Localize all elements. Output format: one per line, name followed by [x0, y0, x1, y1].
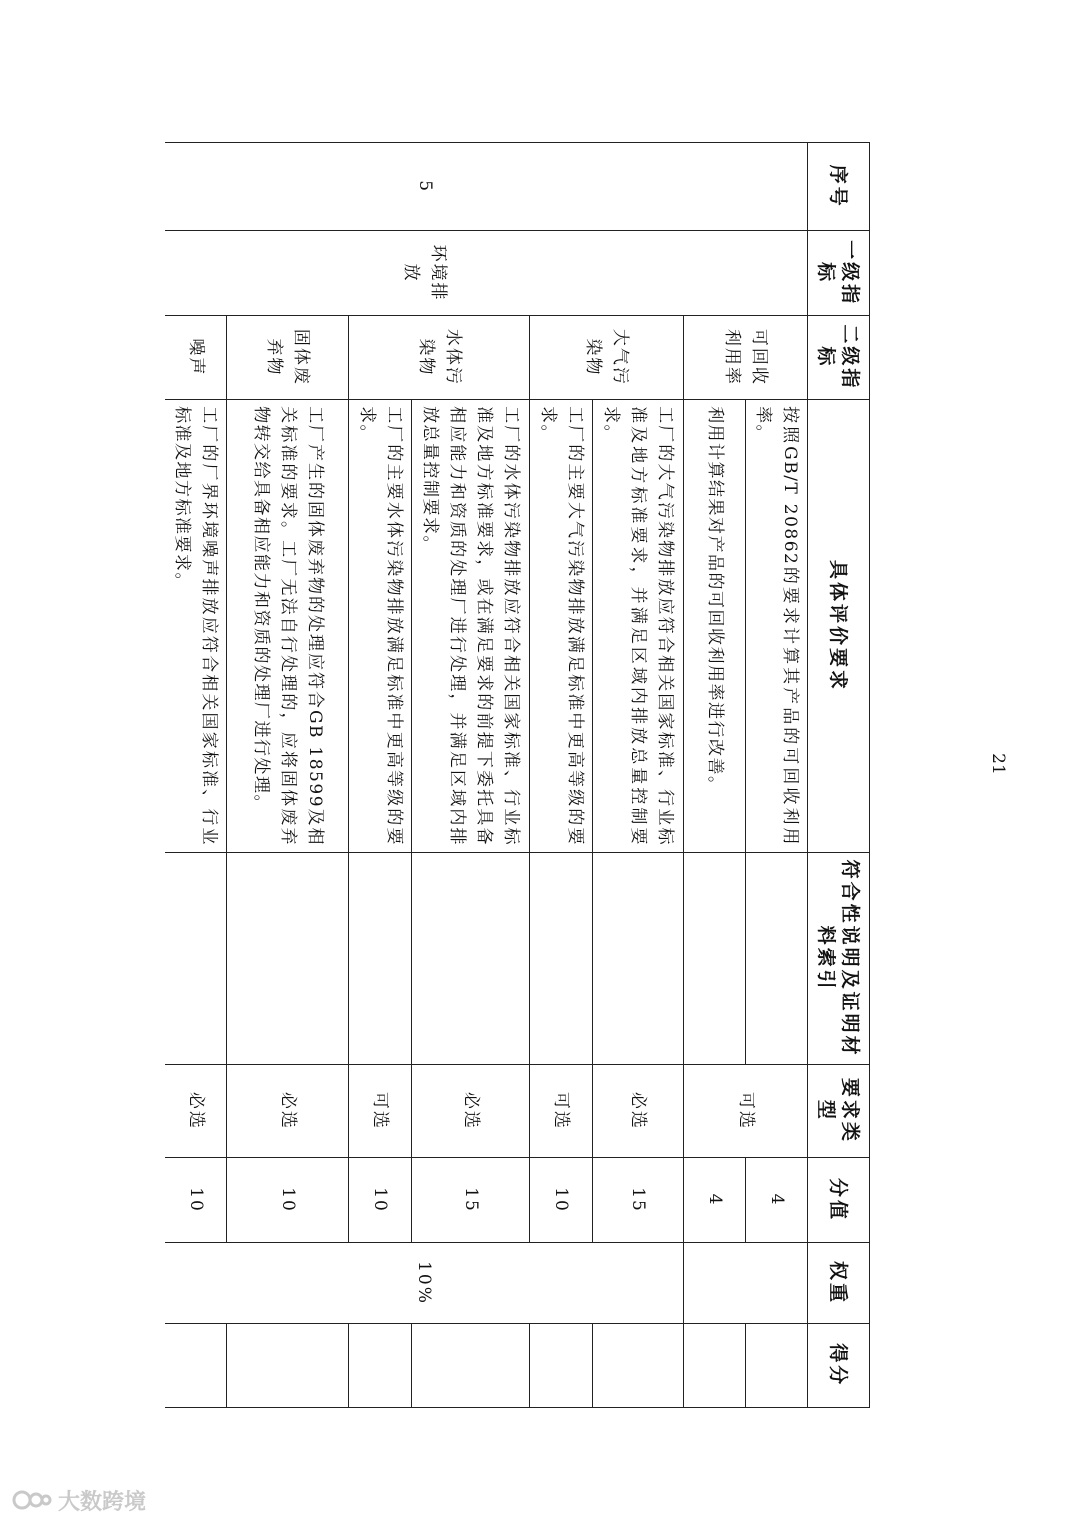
score-value-cell: 10	[349, 1157, 412, 1243]
score-cell	[165, 1323, 227, 1407]
evidence-cell	[412, 853, 530, 1065]
weight-cell-empty	[684, 1243, 808, 1323]
evidence-cell	[227, 853, 349, 1065]
level1-cell: 环境排放	[165, 231, 684, 315]
evidence-cell	[746, 853, 808, 1065]
requirement-cell: 工厂的主要大气污染物排放满足标准中更高等级的要求。	[530, 400, 593, 853]
requirement-cell: 工厂的大气污染物排放应符合相关国家标准、行业标准及地方标准要求，并满足区域内排放总量控制要求。	[593, 400, 684, 853]
table-rotation-frame	[165, 142, 870, 1408]
header-seq: 序号	[808, 143, 870, 231]
seq-cell-top	[684, 143, 808, 231]
page-number: 21	[988, 753, 1008, 775]
header-score-value: 分值	[808, 1157, 870, 1243]
score-value-cell: 15	[593, 1157, 684, 1243]
score-cell	[530, 1323, 593, 1407]
header-req-type: 要求类型	[808, 1065, 870, 1157]
watermark-logo-icon	[12, 1485, 52, 1515]
req-type-cell: 必选	[412, 1065, 530, 1157]
requirement-cell: 工厂的主要水体污染物排放满足标准中更高等级的要求。	[349, 400, 412, 853]
level2-cell: 大气污染物	[530, 315, 684, 399]
score-value-cell: 10	[530, 1157, 593, 1243]
req-type-cell: 可选	[530, 1065, 593, 1157]
level1-cell-top	[684, 231, 808, 315]
score-value-cell: 4	[746, 1157, 808, 1243]
req-type-cell: 必选	[593, 1065, 684, 1157]
evidence-cell	[684, 853, 746, 1065]
header-weight: 权重	[808, 1243, 870, 1323]
seq-cell: 5	[165, 143, 684, 231]
evidence-cell	[593, 853, 684, 1065]
req-type-cell: 必选	[227, 1065, 349, 1157]
table-row	[165, 143, 227, 1408]
weight-cell: 10%	[165, 1243, 684, 1323]
evidence-cell	[349, 853, 412, 1065]
header-requirement: 具体评价要求	[808, 400, 870, 853]
header-row	[808, 143, 870, 1408]
evaluation-table-rotated	[165, 142, 870, 1408]
header-evidence: 符合性说明及证明材料索引	[808, 853, 870, 1065]
requirement-cell: 利用计算结果对产品的可回收利用率进行改善。	[684, 400, 746, 853]
req-type-cell: 必选	[165, 1065, 227, 1157]
req-type-cell: 可选	[684, 1065, 808, 1157]
requirement-cell: 按照GB/T 20862的要求计算其产品的可回收利用率。	[746, 400, 808, 853]
score-value-cell: 15	[412, 1157, 530, 1243]
evaluation-table	[165, 142, 870, 1408]
requirement-cell: 工厂的厂界环境噪声排放应符合相关国家标准、行业标准及地方标准要求。	[165, 400, 227, 853]
header-level1: 一级指标	[808, 231, 870, 315]
level2-cell: 固体废弃物	[227, 315, 349, 399]
requirement-cell: 工厂产生的固体废弃物的处理应符合GB 18599及相关标准的要求。工厂无法自行处理的，应将固体废弃物转交给具备相应能力和资质的处理厂进行处理。	[227, 400, 349, 853]
score-cell	[684, 1323, 746, 1407]
evidence-cell	[165, 853, 227, 1065]
table-row	[412, 143, 530, 1408]
score-value-cell: 10	[165, 1157, 227, 1243]
table-row	[593, 143, 684, 1408]
score-value-cell: 4	[684, 1157, 746, 1243]
score-cell	[593, 1323, 684, 1407]
level2-cell: 可回收利用率	[684, 315, 808, 399]
level2-cell: 水体污染物	[349, 315, 530, 399]
req-type-cell: 可选	[349, 1065, 412, 1157]
level2-cell: 噪声	[165, 315, 227, 399]
score-cell	[412, 1323, 530, 1407]
requirement-cell: 工厂的水体污染物排放应符合相关国家标准、行业标准及地方标准要求，或在满足要求的前提下委托具备相应能力和资质的处理厂进行处理，并满足区域内排放总量控制要求。	[412, 400, 530, 853]
header-level2: 二级指标	[808, 315, 870, 399]
table-row	[227, 143, 349, 1408]
score-cell	[746, 1323, 808, 1407]
score-cell	[349, 1323, 412, 1407]
watermark-text: 大数跨境	[58, 1489, 147, 1515]
table-row	[746, 143, 808, 1408]
watermark	[12, 1483, 146, 1517]
evidence-cell	[530, 853, 593, 1065]
score-cell	[227, 1323, 349, 1407]
header-score: 得分	[808, 1323, 870, 1407]
score-value-cell: 10	[227, 1157, 349, 1243]
